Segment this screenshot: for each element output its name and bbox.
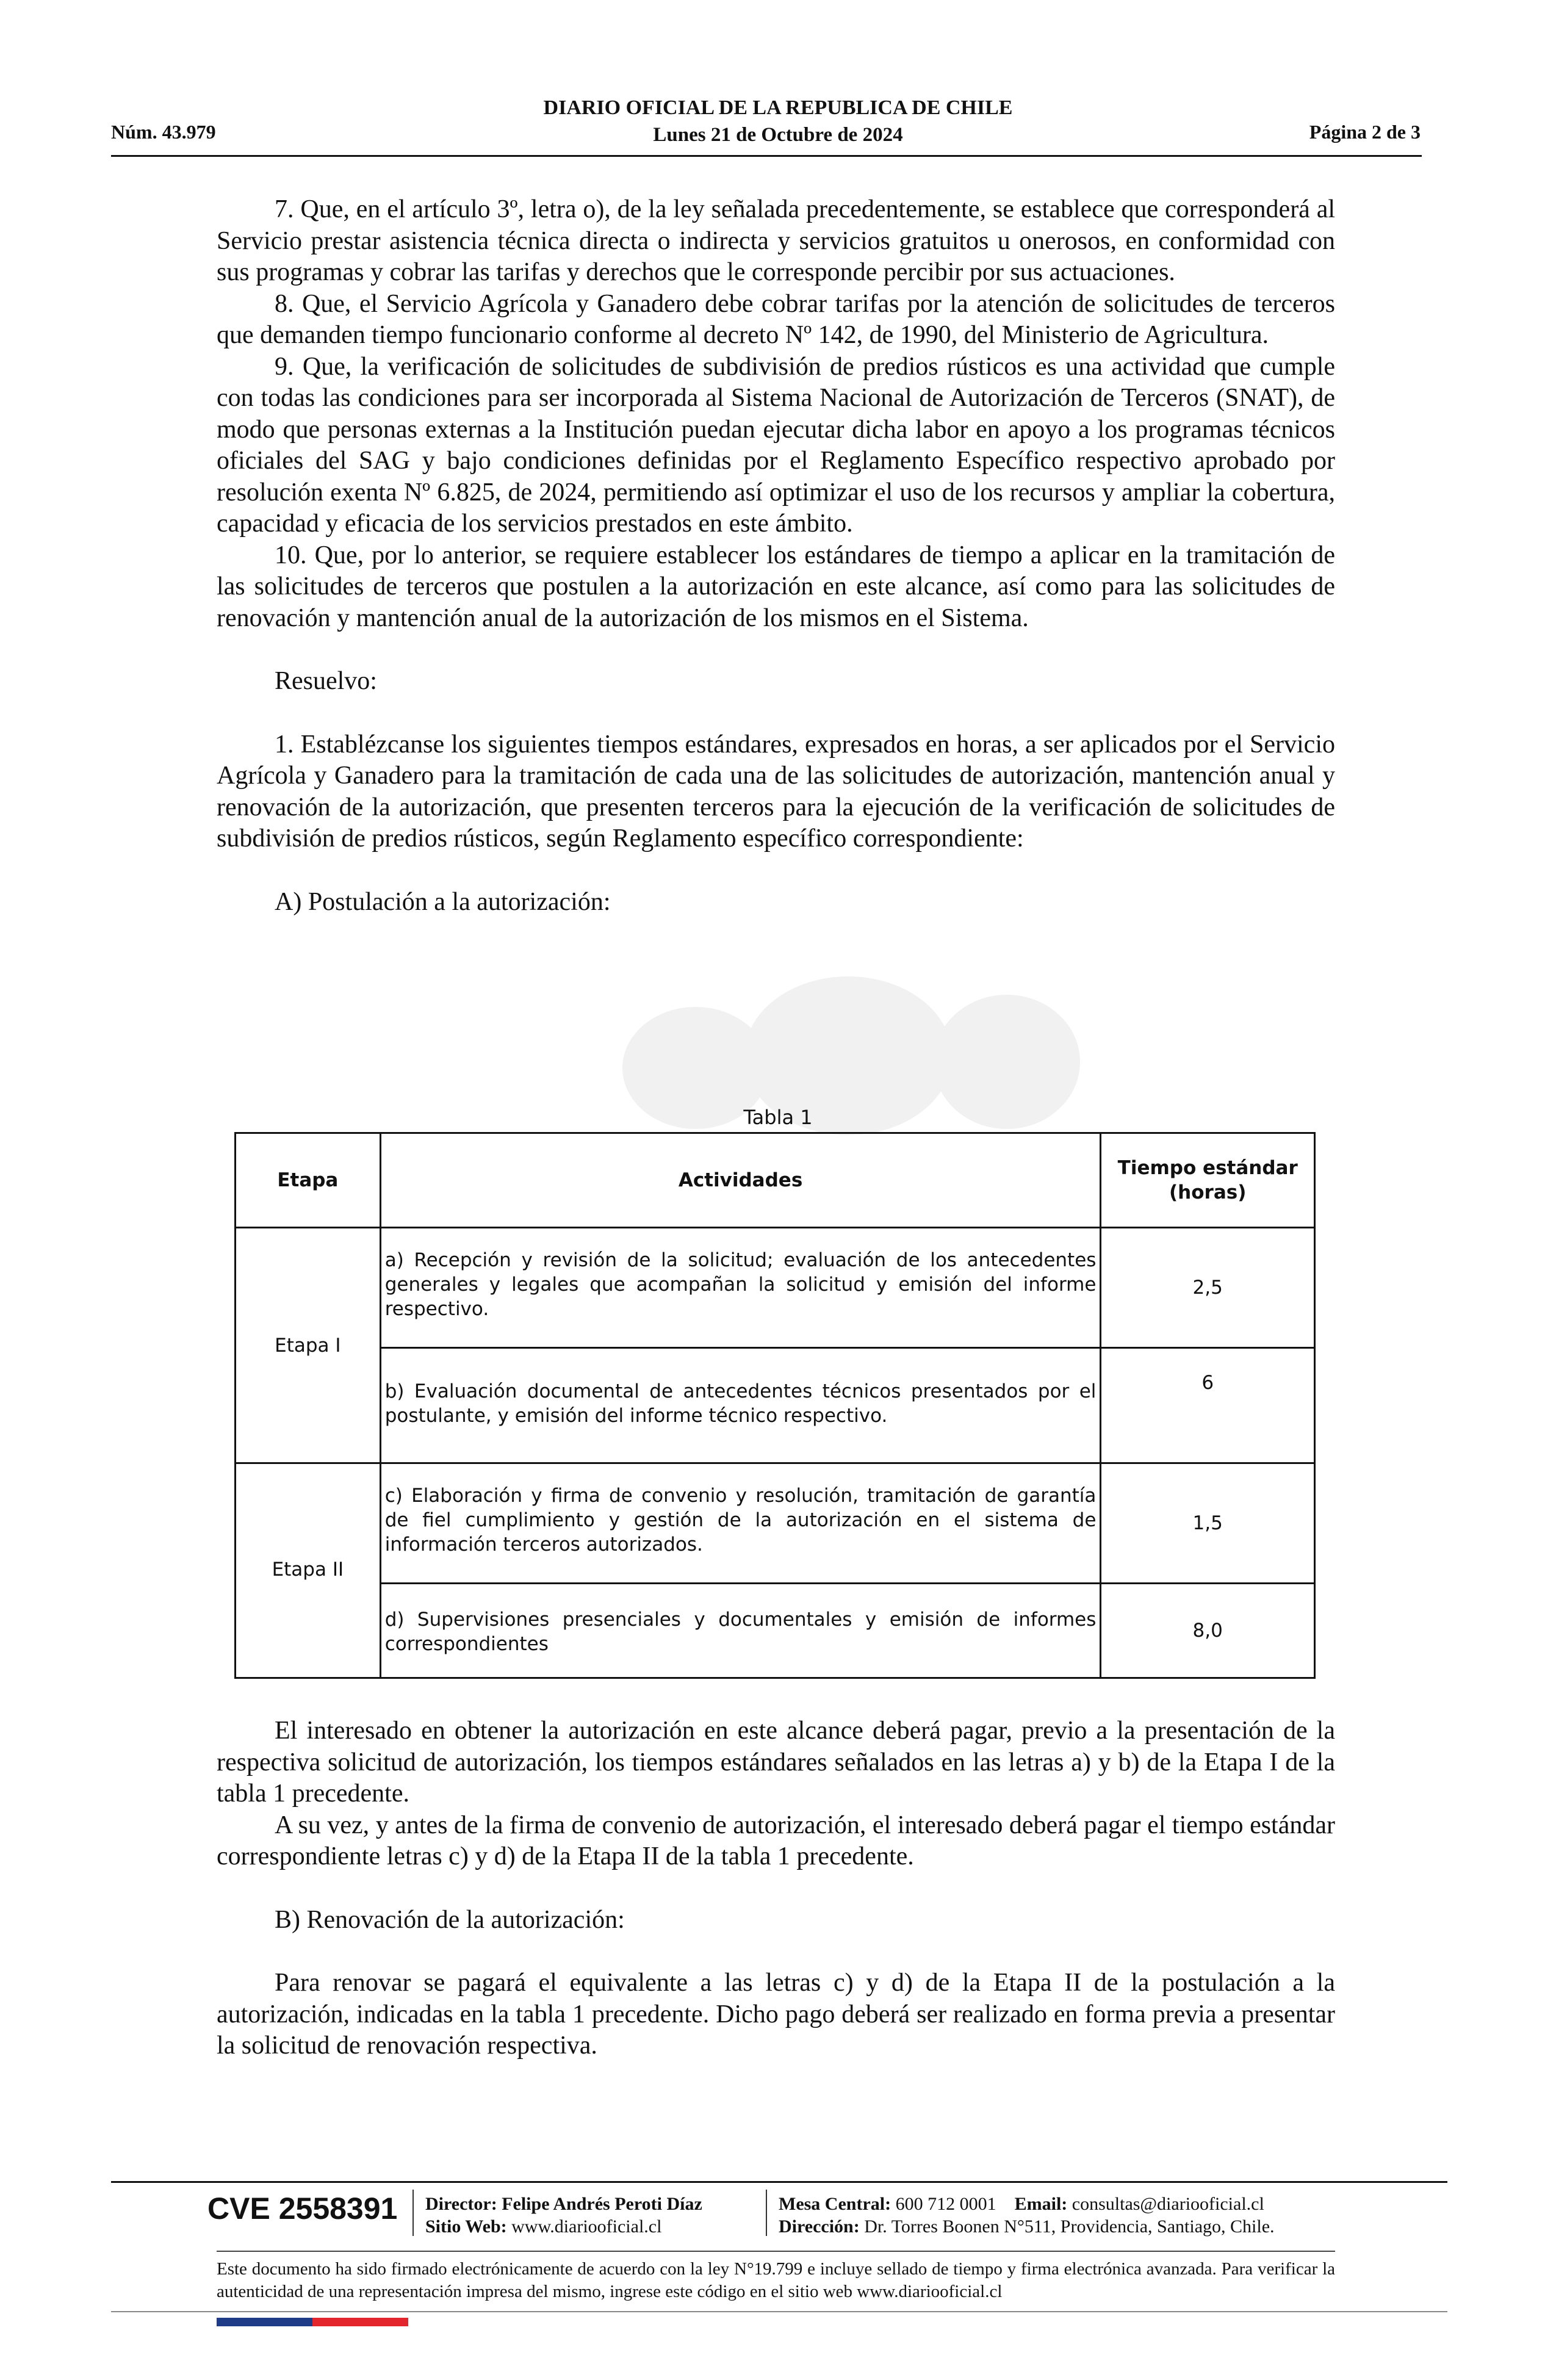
page-indicator: Página 2 de 3 [1309, 121, 1421, 143]
mesa-phone: 600 712 0001 [895, 2194, 996, 2214]
payment-paragraph-1: El interesado en obtener la autorización en este alcance deberá pagar, previo a la presentación de la respectiva solicitud de autorización, los tiempos estándares señalados en las letras a) y b) de la Etapa I de la tabla 1 precedente. [217, 1717, 1335, 1808]
section-a-heading: A) Postulación a la autorización: [275, 887, 611, 916]
footer-separator [766, 2190, 767, 2236]
site-url[interactable]: www.diariooficial.cl [511, 2216, 662, 2237]
footer-divider-bottom [111, 2311, 1447, 2312]
footer-divider-top [111, 2181, 1447, 2183]
time-cell: 6 [1101, 1348, 1315, 1463]
header-activities: Actividades [380, 1133, 1101, 1228]
paragraph-10: 10. Que, por lo anterior, se requiere establecer los estándares de tiempo a aplicar en la tramitación de las solicitudes de terceros que postulen a la autorización en este alcance, así como para las solicitudes de renovación y mantención anual de la autorización de los mismos en el Sistema. [217, 541, 1335, 632]
issue-date: Lunes 21 de Octubre de 2024 [653, 124, 903, 146]
footer-director-block [425, 2193, 702, 2238]
document-body [217, 194, 1335, 918]
section-b-heading: B) Renovación de la autorización: [275, 1905, 625, 1934]
email-address[interactable]: consultas@diariooficial.cl [1072, 2194, 1264, 2214]
time-cell: 1,5 [1101, 1463, 1315, 1584]
issue-number: Núm. 43.979 [111, 121, 216, 143]
footer-contact-block [779, 2193, 1275, 2238]
flag-red-band [312, 2318, 408, 2326]
mesa-label: Mesa Central: [779, 2194, 891, 2214]
stage-cell: Etapa I [236, 1228, 381, 1463]
header-divider [111, 155, 1422, 157]
header-stage: Etapa [236, 1133, 381, 1228]
flag-stripe [217, 2318, 408, 2326]
header-standard-time: Tiempo estándar (horas) [1101, 1133, 1315, 1228]
activity-cell: d) Supervisiones presenciales y documentales y emisión de informes correspondientes [380, 1584, 1101, 1678]
footer-divider-mid [217, 2251, 1335, 2252]
resolvo-heading: Resuelvo: [275, 667, 377, 695]
activity-cell: c) Elaboración y firma de convenio y resolución, tramitación de garantía de fiel cumplimiento y gestión de la autorización en el sistema de información terceros autorizados. [380, 1463, 1101, 1584]
paragraph-7: 7. Que, en el artículo 3º, letra o), de la ley señalada precedentemente, se establece que corresponderá al Servicio prestar asistencia técnica directa o indirecta y servicios gratuitos u onerosos, en conformidad con sus programas y cobrar las tarifas y derechos que le corresponde percibir por sus actuaciones. [217, 195, 1335, 286]
standard-times-table [234, 1132, 1316, 1679]
electronic-signature-notice: Este documento ha sido firmado electrónicamente de acuerdo con la ley N°19.799 e incluye sellado de tiempo y firma electrónica avanzada. Para verificar la autenticidad de una representación impresa del mismo, ingrese este código en el sitio web www.diariooficial.cl [217, 2259, 1335, 2301]
email-label: Email: [1014, 2194, 1068, 2214]
time-cell: 8,0 [1101, 1584, 1315, 1678]
table-header-row [236, 1133, 1315, 1228]
cve-code: CVE 2558391 [207, 2191, 398, 2226]
newspaper-title: DIARIO OFICIAL DE LA REPUBLICA DE CHILE [543, 96, 1013, 119]
director-name: Felipe Andrés Peroti Díaz [502, 2194, 702, 2214]
director-label: Director: [425, 2194, 497, 2214]
activity-cell: a) Recepción y revisión de la solicitud; evaluación de los antecedentes generales y legales que acompañan la solicitud y emisión del informe respectivo. [380, 1228, 1101, 1348]
table-row [236, 1463, 1315, 1584]
post-table-body [217, 1715, 1335, 2062]
stage-cell: Etapa II [236, 1463, 381, 1678]
flag-blue-band [217, 2318, 312, 2326]
site-label: Sitio Web: [425, 2216, 507, 2237]
renewal-paragraph: Para renovar se pagará el equivalente a las letras c) y d) de la Etapa II de la postulación a la autorización, indicadas en la tabla 1 precedente. Dicho pago deberá ser realizado en forma previa a presentar la solicitud de renovación respectiva. [217, 1969, 1335, 2060]
table-row [236, 1228, 1315, 1348]
resolution-item-1: 1. Establézcanse los siguientes tiempos estándares, expresados en horas, a ser aplicados por el Servicio Agrícola y Ganadero para la tramitación de cada una de las solicitudes de autorización, mantención anual y renovación de la autorización, que presenten terceros para la ejecución de la verificación de solicitudes de subdivisión de predios rústicos, según Reglamento específico correspondiente: [217, 730, 1335, 853]
address-label: Dirección: [779, 2216, 860, 2237]
payment-paragraph-2: A su vez, y antes de la firma de convenio de autorización, el interesado deberá pagar el tiempo estándar correspondiente letras c) y d) de la Etapa II de la tabla 1 precedente. [217, 1811, 1335, 1870]
time-cell: 2,5 [1101, 1228, 1315, 1348]
table-caption: Tabla 1 [743, 1106, 813, 1129]
paragraph-9: 9. Que, la verificación de solicitudes de subdivisión de predios rústicos es una actividad que cumple con todas las condiciones para ser incorporada al Sistema Nacional de Autorización de Terceros (SNAT), de modo que personas externas a la Institución puedan ejecutar dicha labor en apoyo a los programas técnicos oficiales del SAG y bajo condiciones definidas por el Reglamento Específico respectivo aprobado por resolución exenta Nº 6.825, de 2024, permitiendo así optimizar el uso de los recursos y ampliar la cobertura, capacidad y eficacia de los servicios prestados en este ámbito. [217, 352, 1335, 538]
footer-separator [412, 2190, 414, 2236]
address-text: Dr. Torres Boonen N°511, Providencia, Santiago, Chile. [864, 2216, 1275, 2237]
activity-cell: b) Evaluación documental de antecedentes técnicos presentados por el postulante, y emisión del informe técnico respectivo. [380, 1348, 1101, 1463]
paragraph-8: 8. Que, el Servicio Agrícola y Ganadero debe cobrar tarifas por la atención de solicitudes de terceros que demanden tiempo funcionario conforme al decreto Nº 142, de 1990, del Ministerio de Agricultura. [217, 289, 1335, 349]
table-row [236, 1584, 1315, 1678]
table-row [236, 1348, 1315, 1463]
